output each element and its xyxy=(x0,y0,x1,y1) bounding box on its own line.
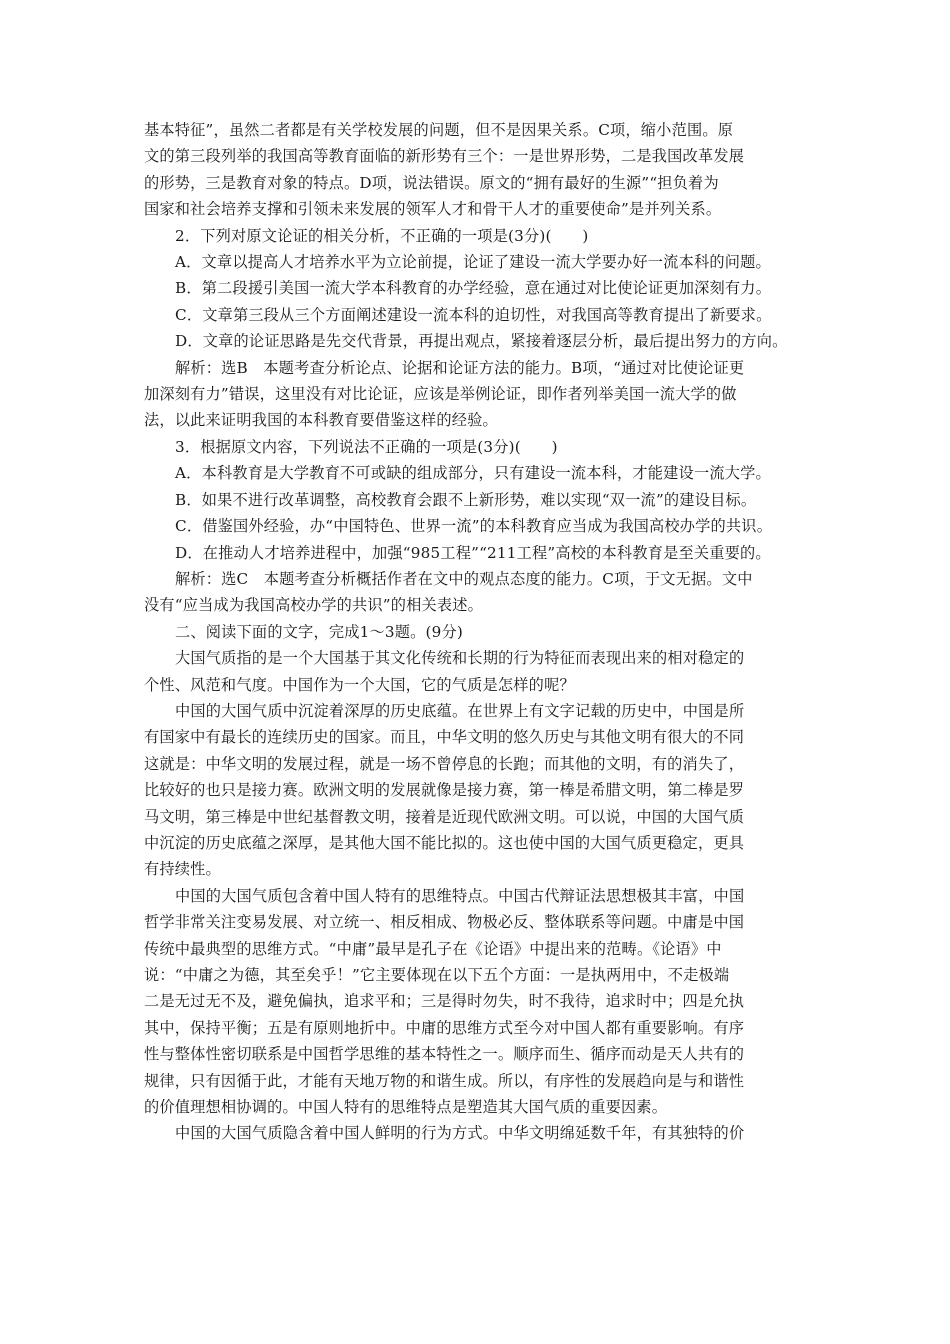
document-body xyxy=(144,117,810,1147)
text-line: 的价值理想相协调的。中国人特有的思维特点是塑造其大国气质的重要因素。 xyxy=(144,1098,668,1117)
text-line: D．在推动人才培养进程中，加强“985工程”“211工程”高校的本科教育是至关重要的。 xyxy=(175,543,771,562)
text-line: 传统中最典型的思维方式。“中庸”最早是孔子在《论语》中提出来的范畴。《论语》中 xyxy=(144,939,722,958)
text-line: 二、阅读下面的文字，完成1～3题。(9分) xyxy=(175,622,464,641)
text-line: 其中，保持平衡；五是有原则地折中。中庸的思维方式至今对中国人都有重要影响。有序 xyxy=(144,1018,745,1037)
text-line: 有持续性。 xyxy=(144,860,221,879)
text-line: 国家和社会培养支撑和引领未来发展的领军人才和骨干人才的重要使命”是并列关系。 xyxy=(144,200,722,219)
text-line: 解析：选B 本题考查分析论点、论据和论证方法的能力。B项，“通过对比使论证更 xyxy=(175,358,745,377)
text-line: D．文章的论证思路是先交代背景，再提出观点，紧接着逐层分析，最后提出努力的方向。 xyxy=(175,332,788,351)
text-line: 个性、风范和气度。中国作为一个大国，它的气质是怎样的呢？ xyxy=(144,675,575,694)
text-line: 这就是：中华文明的发展过程，就是一场不曾停息的长跑；而其他的文明，有的消失了， xyxy=(144,754,745,773)
text-line: 3．根据原文内容，下列说法不正确的一项是(3分)( ) xyxy=(175,437,558,456)
text-line: 2．下列对原文论证的相关分析，不正确的一项是(3分)( ) xyxy=(175,226,589,245)
text-line: 比较好的也只是接力赛。欧洲文明的发展就像是接力赛，第一棒是希腊文明，第二棒是罗 xyxy=(144,781,745,800)
text-line: 有国家中有最长的连续历史的国家。而且，中华文明的悠久历史与其他文明有很大的不同 xyxy=(144,728,745,747)
text-line: 哲学非常关注变易发展、对立统一、相反相成、物极必反、整体联系等问题。中庸是中国 xyxy=(144,913,745,932)
text-line: 中国的大国气质包含着中国人特有的思维特点。中国古代辩证法思想极其丰富，中国 xyxy=(175,886,745,905)
text-line: B．如果不进行改革调整，高校教育会跟不上新形势，难以实现“双一流”的建设目标。 xyxy=(175,490,757,509)
text-line: 中沉淀的历史底蕴之深厚，是其他大国不能比拟的。这也使中国的大国气质更稳定，更具 xyxy=(144,833,745,852)
text-line: A．本科教育是大学教育不可或缺的组成部分，只有建设一流本科，才能建设一流大学。 xyxy=(175,464,771,483)
text-line: 的形势，三是教育对象的特点。D项，说法错误。原文的“拥有最好的生源”“担负着为 xyxy=(144,173,719,192)
text-line: 二是无过无不及，避免偏执，追求平和；三是得时勿失，时不我待，追求时中；四是允执 xyxy=(144,992,745,1011)
text-line: C．文章第三段从三个方面阐述建设一流本科的迫切性，对我国高等教育提出了新要求。 xyxy=(175,305,772,324)
text-line: 文的第三段列举的我国高等教育面临的新形势有三个：一是世界形势，二是我国改革发展 xyxy=(144,147,745,166)
text-line: 法，以此来证明我国的本科教育要借鉴这样的经验。 xyxy=(144,411,498,430)
text-line: 解析：选C 本题考查分析概括作者在文中的观点态度的能力。C项，于文无据。文中 xyxy=(175,569,753,588)
text-line: 说：“中庸之为德，其至矣乎！”它主要体现在以下五个方面：一是执两用中，不走极端 xyxy=(144,966,730,984)
text-line: B．第二段援引美国一流大学本科教育的办学经验，意在通过对比使论证更加深刻有力。 xyxy=(175,279,772,298)
text-line: 加深刻有力”错误，这里没有对比论证，应该是举例论证，即作者列举美国一流大学的做 xyxy=(144,385,737,404)
text-line: 没有“应当成为我国高校办学的共识”的相关表述。 xyxy=(144,596,484,615)
text-line: 马文明，第三棒是中世纪基督教文明，接着是近现代欧洲文明。可以说，中国的大国气质 xyxy=(144,807,745,826)
text-line: 性与整体性密切联系是中国哲学思维的基本特性之一。顺序而生、循序而动是天人共有的 xyxy=(144,1045,745,1064)
text-line: 中国的大国气质中沉淀着深厚的历史底蕴。在世界上有文字记载的历史中，中国是所 xyxy=(175,701,745,720)
text-line: 规律，只有因循于此，才能有天地万物的和谐生成。所以，有序性的发展趋向是与和谐性 xyxy=(144,1071,745,1090)
text-line: C．借鉴国外经验，办“中国特色、世界一流”的本科教育应当成为我国高校办学的共识。 xyxy=(175,517,773,536)
text-line: 中国的大国气质隐含着中国人鲜明的行为方式。中华文明绵延数千年，有其独特的价 xyxy=(175,1124,745,1143)
text-line: A．文章以提高人才培养水平为立论前提，论证了建设一流大学要办好一流本科的问题。 xyxy=(175,253,771,272)
text-line: 基本特征”，虽然二者都是有关学校发展的问题，但不是因果关系。C项，缩小范围。原 xyxy=(144,121,734,139)
text-line: 大国气质指的是一个大国基于其文化传统和长期的行为特征而表现出来的相对稳定的 xyxy=(175,649,745,668)
